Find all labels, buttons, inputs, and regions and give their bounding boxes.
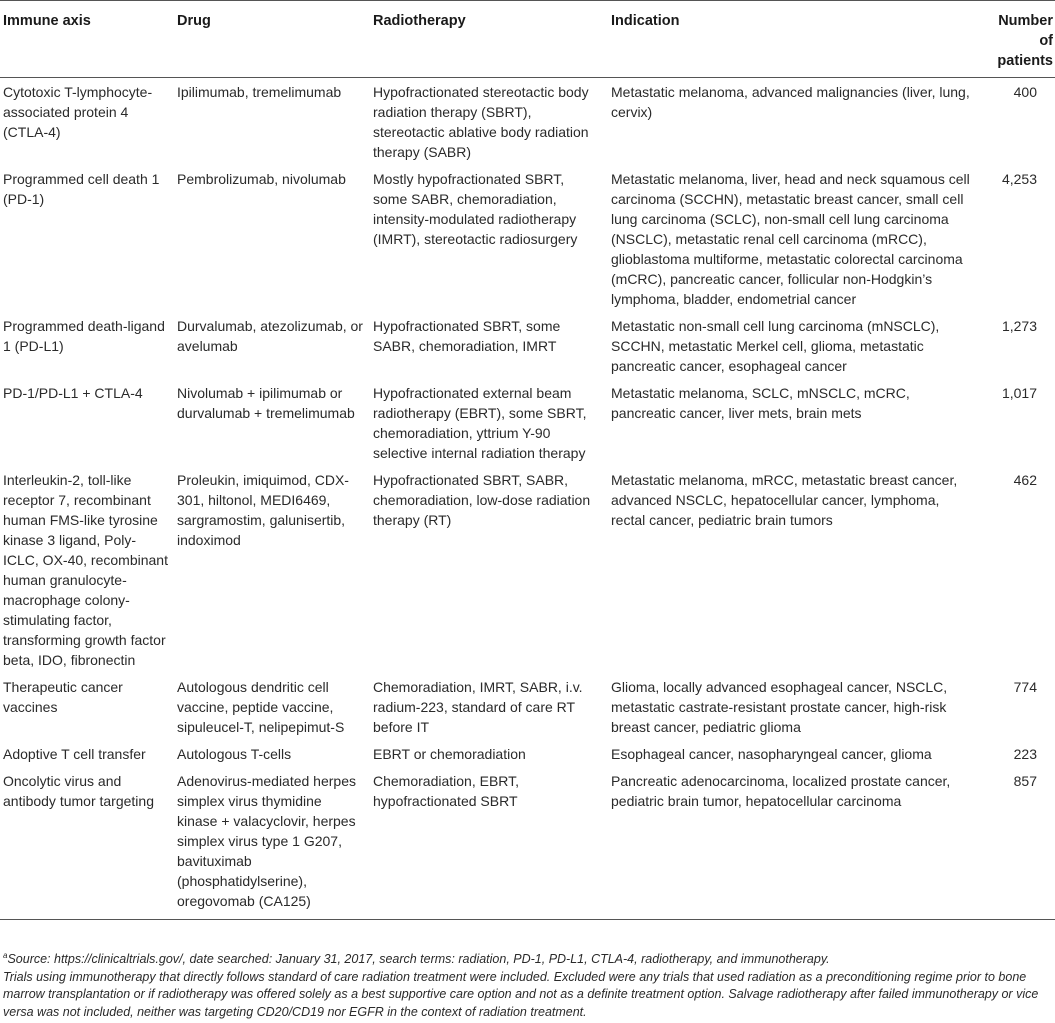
cell-immune-axis: Programmed cell death 1 (PD-1) bbox=[3, 171, 160, 207]
cell-indication: Metastatic melanoma, SCLC, mNSCLC, mCRC, pancreatic cancer, liver mets, brain mets bbox=[611, 385, 910, 421]
cell-indication: Metastatic non-small cell lung carcinoma (mNSCLC), SCCHN, metastatic Merkel cell, glioma, metastatic pancreatic cancer, esophageal cancer bbox=[611, 318, 940, 374]
cell-radiotherapy: Chemoradiation, IMRT, SABR, i.v. radium-223, standard of care RT before IT bbox=[373, 679, 583, 735]
table-row bbox=[0, 165, 1055, 312]
table-row bbox=[0, 740, 1055, 767]
cell-indication: Esophageal cancer, nasopharyngeal cancer, glioma bbox=[611, 746, 932, 762]
cell-immune-axis: Interleukin-2, toll-like receptor 7, recombinant human FMS-like tyrosine kinase 3 ligand, Poly-ICLC, OX-40, recombinant human granulocyte-macrophage colony-stimulating factor, transforming growth factor beta, IDO, fibronectin bbox=[3, 472, 168, 668]
cell-indication: Glioma, locally advanced esophageal cancer, NSCLC, metastatic castrate-resistant prostate cancer, high-risk breast cancer, pediatric glioma bbox=[611, 679, 948, 735]
cell-radiotherapy: Hypofractionated SBRT, SABR, chemoradiation, low-dose radiation therapy (RT) bbox=[373, 472, 591, 528]
cell-drug: Pembrolizumab, nivolumab bbox=[177, 171, 346, 187]
table-row bbox=[0, 767, 1055, 920]
footnote-source bbox=[3, 951, 1048, 969]
cell-drug: Autologous dendritic cell vaccine, peptide vaccine, sipuleucel-T, nelipepimut-S bbox=[177, 679, 345, 735]
table-row bbox=[0, 673, 1055, 740]
table-row bbox=[0, 379, 1055, 466]
cell-indication: Metastatic melanoma, liver, head and neck squamous cell carcinoma (SCCHN), metastatic breast cancer, small cell lung carcinoma (SCLC), non-small cell lung carcinoma (NSCLC), metastatic renal cell carcinoma (mRCC), glioblastoma multiforme, metastatic colorectal carcinoma (mCRC), pancreatic cancer, follicular non-Hodgkin’s lymphoma, bladder, endometrial cancer bbox=[611, 171, 970, 307]
cell-immune-axis: PD-1/PD-L1 + CTLA-4 bbox=[3, 385, 143, 401]
cell-radiotherapy: Hypofractionated stereotactic body radiation therapy (SBRT), stereotactic ablative body radiation therapy (SABR) bbox=[373, 84, 589, 160]
cell-radiotherapy: Hypofractionated external beam radiotherapy (EBRT), some SBRT, chemoradiation, yttrium Y-90 selective internal radiation therapy bbox=[373, 385, 587, 461]
header-indication: Indication bbox=[608, 1, 983, 78]
header-immune-axis: Immune axis bbox=[0, 1, 174, 78]
cell-number-of-patients: 462 bbox=[1013, 472, 1037, 488]
cell-radiotherapy: EBRT or chemoradiation bbox=[373, 746, 526, 762]
cell-indication: Metastatic melanoma, advanced malignancies (liver, lung, cervix) bbox=[611, 84, 970, 120]
cell-immune-axis: Programmed death-ligand 1 (PD-L1) bbox=[3, 318, 165, 354]
cell-number-of-patients: 1,273 bbox=[1001, 318, 1037, 334]
cell-number-of-patients: 774 bbox=[1013, 679, 1037, 695]
cell-indication: Pancreatic adenocarcinoma, localized prostate cancer, pediatric brain tumor, hepatocellular carcinoma bbox=[608, 767, 983, 920]
cell-number-of-patients: 400 bbox=[1013, 84, 1037, 100]
cell-radiotherapy: Chemoradiation, EBRT, hypofractionated SBRT bbox=[370, 767, 608, 920]
cell-immune-axis: Cytotoxic T-lymphocyte-associated protein 4 (CTLA-4) bbox=[3, 84, 153, 140]
header-radiotherapy: Radiotherapy bbox=[370, 1, 608, 78]
cell-immune-axis: Therapeutic cancer vaccines bbox=[3, 679, 123, 715]
cell-drug: Adenovirus-mediated herpes simplex virus thymidine kinase + valacyclovir, herpes simplex virus type 1 G207, bavituximab (phosphatidylserine), oregovomab (CA125) bbox=[174, 767, 370, 920]
cell-drug: Nivolumab + ipilimumab or durvalumab + tremelimumab bbox=[177, 385, 355, 421]
table-header-row bbox=[0, 1, 1055, 78]
table-footnote bbox=[3, 951, 1048, 1021]
cell-immune-axis: Adoptive T cell transfer bbox=[3, 746, 146, 762]
header-number-of-patients bbox=[983, 1, 1055, 78]
cell-number-of-patients: 857 bbox=[983, 767, 1055, 920]
cell-number-of-patients: 4,253 bbox=[1001, 171, 1037, 187]
table-row bbox=[0, 466, 1055, 673]
cell-drug: Ipilimumab, tremelimumab bbox=[177, 84, 342, 100]
cell-radiotherapy: Mostly hypofractionated SBRT, some SABR, chemoradiation, intensity-modulated radiotherapy (IMRT), stereotactic radiosurgery bbox=[373, 171, 578, 247]
header-number-of-patients-line-1: Number bbox=[998, 13, 1053, 29]
header-drug: Drug bbox=[174, 1, 370, 78]
cell-radiotherapy: Hypofractionated SBRT, some SABR, chemoradiation, IMRT bbox=[373, 318, 561, 354]
cell-number-of-patients: 223 bbox=[1013, 746, 1037, 762]
cell-number-of-patients: 1,017 bbox=[1001, 385, 1037, 401]
table-row bbox=[0, 78, 1055, 166]
cell-immune-axis: Oncolytic virus and antibody tumor targeting bbox=[0, 767, 174, 920]
footnote-note: Trials using immunotherapy that directly follows standard of care radiation treatment were included. Excluded were any trials that used radiation as a preconditioning regime prior to bone marrow transplantation or if radiotherapy was offered solely as a best supportive care option and not as a definite treatment option. Salvage radiotherapy after failed immunotherapy or vice versa was not included, neither was targeting CD20/CD19 nor EGFR in the context of radiation treatment. bbox=[3, 969, 1039, 1019]
cell-drug: Durvalumab, atezolizumab, or avelumab bbox=[177, 318, 363, 354]
header-number-of-patients-line-3: patients bbox=[997, 53, 1053, 69]
table-row bbox=[0, 312, 1055, 379]
footnote-marker: a bbox=[3, 950, 8, 960]
header-number-of-patients-line-2: of bbox=[1039, 33, 1053, 49]
cell-indication: Metastatic melanoma, mRCC, metastatic breast cancer, advanced NSCLC, hepatocellular cancer, lymphoma, rectal cancer, pediatric brain tumors bbox=[611, 472, 958, 528]
cell-drug: Proleukin, imiquimod, CDX-301, hiltonol, MEDI6469, sargramostim, galunisertib, indoximod bbox=[177, 472, 349, 548]
cell-drug: Autologous T-cells bbox=[177, 746, 292, 762]
footnote-source-text: Source: https://clinicaltrials.gov/, date searched: January 31, 2017, search terms: radiation, PD-1, PD-L1, CTLA-4, radiotherapy, and immunotherapy. bbox=[7, 952, 830, 966]
